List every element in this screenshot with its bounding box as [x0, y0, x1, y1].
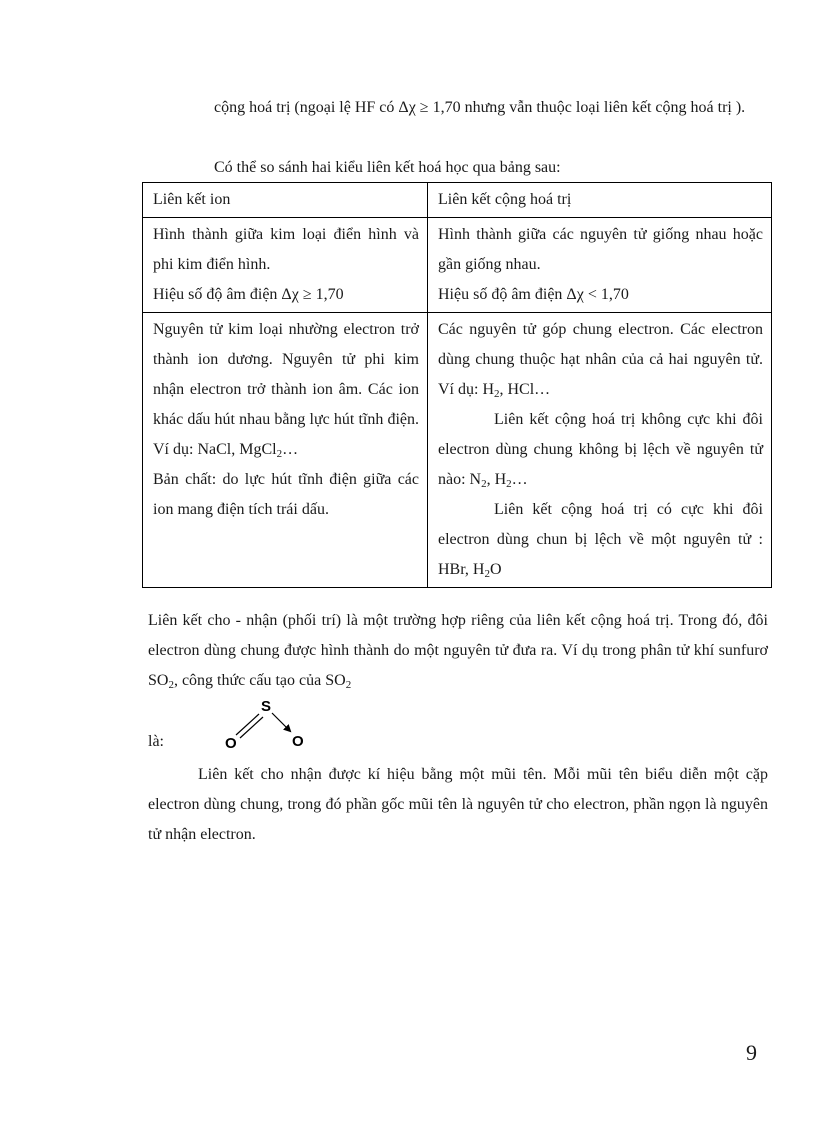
- cell-covalent-formation: [428, 218, 772, 313]
- table-row: [143, 313, 772, 588]
- header-covalent: Liên kết cộng hoá trị: [428, 183, 772, 218]
- la-label: là:: [148, 733, 164, 750]
- ionic-formation-text: Hình thành giữa kim loại điển hình và phi kim điển hình.: [153, 226, 419, 273]
- compare-intro: Có thể so sánh hai kiểu liên kết hoá học qua bảng sau:: [214, 159, 561, 176]
- covalent-electronegativity: Hiệu số độ âm điện Δχ < 1,70: [438, 286, 629, 303]
- polar-covalent: Liên kết cộng hoá trị có cực khi đôi electron dùng chun bị lệch về một nguyên tử : HBr, $H_2O$: [438, 501, 763, 580]
- cell-ionic-nature: [143, 313, 428, 588]
- covalent-mechanism: Các nguyên tử góp chung electron. Các electron dùng chung thuộc hạt nhân của cả hai nguyên tử. Ví dụ: $H_2$, HCl…: [438, 321, 763, 400]
- coordinate-arrow: [272, 713, 290, 731]
- comparison-table: [142, 182, 772, 588]
- ionic-electronegativity: Hiệu số độ âm điện Δχ ≥ 1,70: [153, 286, 344, 303]
- table-row: [143, 218, 772, 313]
- so2-structure: [220, 695, 330, 755]
- sulfur-atom: S: [261, 698, 272, 715]
- cell-ionic-formation: [143, 218, 428, 313]
- ionic-mechanism: Nguyên tử kim loại nhường electron trở thành ion dương. Nguyên tử phi kim nhận electron trở thành ion âm. Các ion khác dấu hút nhau bằng lực hút tĩnh điện. Ví dụ: NaCl, MgCl$_2$…: [153, 321, 419, 460]
- coordinate-bond-paragraph: Liên kết cho - nhận (phối trí) là một trường hợp riêng của liên kết cộng hoá trị. Trong đó, đôi electron dùng chung được hình thành do một nguyên tử đưa ra. Ví dụ trong phân tử khí sunfurơ $SO_2$, công thức cấu tạo của $SO_2$: [148, 612, 768, 691]
- intro-line: cộng hoá trị (ngoại lệ HF có Δχ ≥ 1,70 nhưng vẫn thuộc loại liên kết cộng hoá trị ).: [214, 99, 746, 116]
- nonpolar-covalent: Liên kết cộng hoá trị không cực khi đôi electron dùng chung không bị lệch về nguyên tử nào: $N_2$, $H_2\dots$: [438, 411, 763, 490]
- arrow-notation-paragraph: Liên kết cho nhận được kí hiệu bằng một mũi tên. Mỗi mũi tên biểu diễn một cặp electron dùng chung, trong đó phần gốc mũi tên là nguyên tử cho electron, phần ngọn là nguyên tử nhận electron.: [148, 766, 768, 843]
- header-ionic: Liên kết ion: [143, 183, 428, 218]
- table-header-row: [143, 183, 772, 218]
- oxygen-atom-left: O: [225, 735, 237, 752]
- cell-covalent-nature: [428, 313, 772, 588]
- page-number: 9: [746, 1040, 757, 1065]
- ionic-essence: Bản chất: do lực hút tĩnh điện giữa các ion mang điện tích trái dấu.: [153, 471, 419, 518]
- oxygen-atom-right: O: [292, 733, 304, 750]
- covalent-formation-text: Hình thành giữa các nguyên tử giống nhau hoặc gần giống nhau.: [438, 226, 763, 273]
